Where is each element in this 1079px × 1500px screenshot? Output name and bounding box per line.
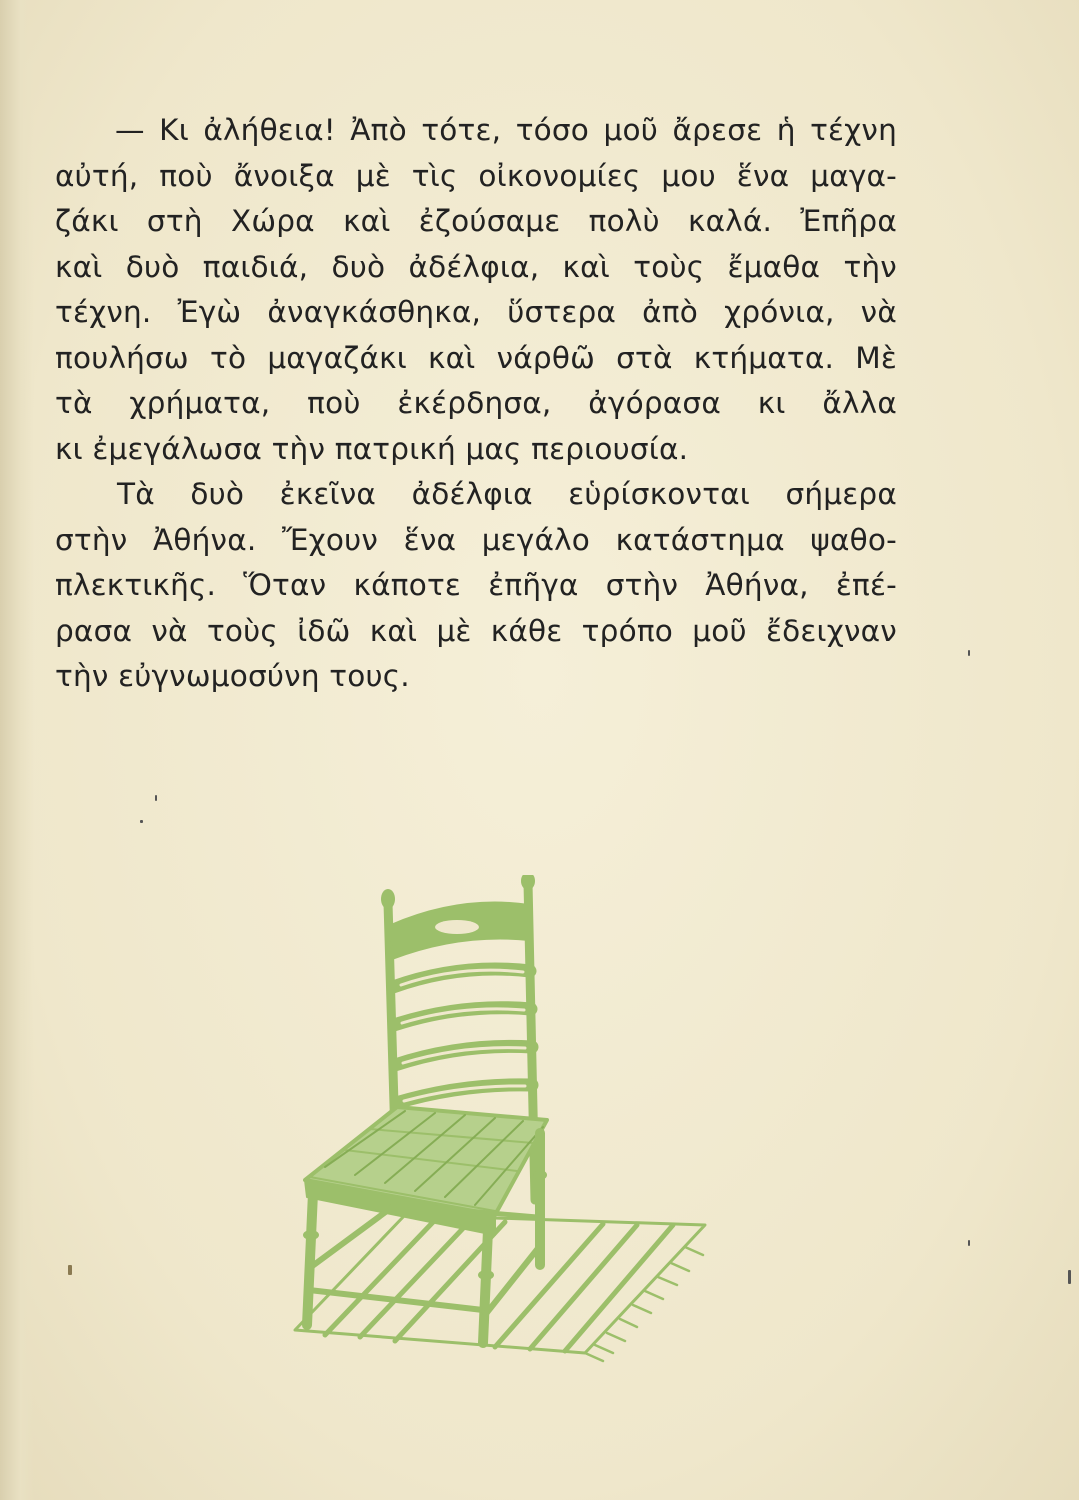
- paper-speck: [968, 650, 970, 656]
- paper-speck: [68, 1265, 72, 1275]
- text-line: τὴν εὐγνωμοσύνη τους.: [55, 659, 410, 693]
- text-line: καὶ δυὸ παιδιά, δυὸ ἀδέλφια, καὶ τοὺς ἔμαθα τὴν: [55, 249, 897, 284]
- text-line: ζάκι στὴ Χώρα καὶ ἐζούσαμε πολὺ καλά. Ἐπῆρα: [55, 204, 897, 238]
- text-line: — Κι ἀλήθεια! Ἀπὸ τότε, τόσο μοῦ ἄρεσε ἡ τέχνη: [115, 113, 897, 147]
- text-line: πουλήσω τὸ μαγαζάκι καὶ νάρθῶ στὰ κτήματα. Μὲ: [55, 340, 897, 375]
- chair-top-rail: [391, 903, 529, 960]
- paper-speck: [155, 795, 157, 801]
- chair-illustration: [285, 875, 715, 1365]
- paper-speck: [140, 820, 143, 823]
- page-gutter-shadow: [0, 0, 34, 1500]
- paper-speck: [968, 1240, 970, 1246]
- text-line: στὴν Ἀθήνα. Ἔχουν ἕνα μεγάλο κατάστημα ψαθο-: [55, 522, 897, 557]
- story-text: [55, 108, 897, 700]
- text-line: ρασα νὰ τοὺς ἰδῶ καὶ μὲ κάθε τρόπο μοῦ ἔδειχναν: [55, 613, 897, 648]
- text-line: κι ἐμεγάλωσα τὴν πατρική μας περιουσία.: [55, 431, 689, 466]
- text-line: πλεκτικῆς. Ὅταν κάποτε ἐπῆγα στὴν Ἀθήνα, ἐπέ-: [55, 568, 897, 602]
- text-line: Τὰ δυὸ ἐκεῖνα ἀδέλφια εὑρίσκονται σήμερα: [117, 477, 897, 511]
- text-line: τὰ χρήματα, ποὺ ἐκέρδησα, ἀγόρασα κι ἄλλα: [55, 386, 897, 420]
- chair-slats: [393, 969, 532, 1103]
- text-line: τέχνη. Ἐγὼ ἀναγκάσθηκα, ὕστερα ἀπὸ χρόνια, νὰ: [55, 295, 897, 329]
- paper-speck: [1068, 1270, 1071, 1284]
- text-line: αὐτή, ποὺ ἄνοιξα μὲ τὶς οἰκονομίες μου ἕνα μαγα-: [55, 158, 897, 193]
